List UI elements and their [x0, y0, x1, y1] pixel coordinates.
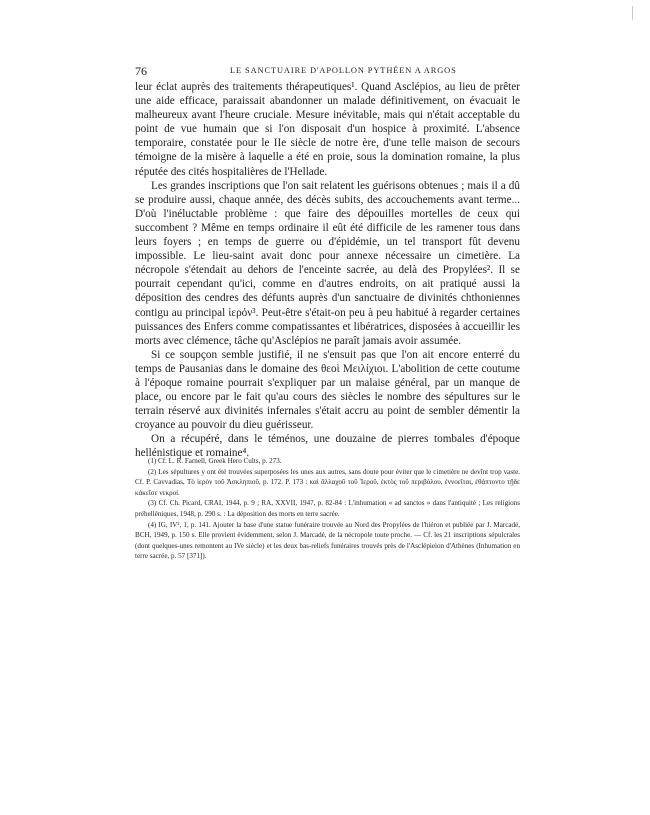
paragraph: Les grandes inscriptions que l'on sait relatent les guérisons obtenues ; mais il a dû se produire aussi, chaque année, des décès subits, des accouchements avant terme... D'où l'inéluctable problème : que faire des dépouilles mortelles de ceux qui succombent ? Même en temps ordinaire il eût été difficile de les ramener tous dans leurs foyers ; en temps de guerre ou d'épidémie, un tel transport fût devenu impossible. Le lieu-saint avait donc pour annexe nécessaire un cimetière. La nécropole s'étendait au dehors de l'enceinte sacrée, au delà des Propylées². Il se pourrait cependant qu'ici, comme en d'autres endroits, on ait pratiqué aussi la déposition des cendres des défunts auprès d'un sanctuaire de divinités chthoniennes contigu au principal ἱερόν³. Peut-être s'était-on peu à peu habitué à regarder certaines puissances des Enfers comme compatissantes et libératrices, disposées à accueillir les morts avec clémence, tâche qu'Asclépios ne paraît jamais avoir assumée.: [135, 179, 520, 347]
main-text: [135, 80, 520, 461]
footnote: (3) Cf. Ch. Picard, CRAI, 1944, p. 9 ; RA, XXVII, 1947, p. 82-84 : L'inhumation « ad sanctos » dans l'antiquité ; Les religions préhelléniques, 1948, p. 290 s. : La déposition des morts en terre sacrée.: [135, 499, 520, 518]
footnote: (1) Cf. L. R. Farnell, Greek Hero Cults, p. 273.: [148, 457, 282, 465]
footnote: (4) IG, IV², 1, p. 141. Ajouter la base d'une statue funéraire trouvée au Nord des Propylées de l'hiéron et publiée par J. Marcadé, BCH, 1949, p. 150 s. Elle provient évidemment, selon J. Marcadé, de la nécropole toute proche. — Cf. les 21 inscriptions sépulcrales (dont quelques-unes remontent au IVe siècle) et les deux bas-reliefs funéraires trouvés près de l'Asclépieion d'Athènes (Inhumation en terre sacrée, p. 57 [371]).: [135, 520, 520, 561]
scan-edge-mark: [632, 6, 643, 20]
page-header: [135, 64, 520, 78]
running-title: LE SANCTUAIRE D'APOLLON PYTHÉEN A ARGOS: [230, 66, 457, 75]
footnotes: [135, 456, 520, 562]
paragraph: Si ce soupçon semble justifié, il ne s'ensuit pas que l'on ait encore enterré du temps de Pausanias dans le domaine des θεοὶ Μειλίχιοι. L'abolition de cette coutume à l'époque romaine pourrait s'expliquer par un malaise général, par un manque de place, ou encore par le fait qu'au cours des siècles le nombre des sépultures sur le terrain réservé aux divinités infernales s'était accru au point de sembler démentir la croyance au pouvoir du dieu guérisseur.: [135, 348, 520, 432]
paragraph: On a récupéré, dans le téménos, une douzaine de pierres tombales d'époque hellénistique et romaine⁴.: [135, 433, 520, 460]
paragraph: leur éclat auprès des traitements thérapeutiques¹. Quand Asclépios, au lieu de prêter une aide efficace, paraissait abandonner un malade définitivement, on évacuait le malheureux avant l'heure cruciale. Mesure inévitable, mais qui n'était acceptable du point de vue humain que si l'on disposait d'un hospice à proximité. L'absence temporaire, constatée pour le IIe siècle de notre ère, d'une telle maison de secours témoigne de la misère à laquelle a été en proie, sous la domination romaine, la plus réputée des cités hospitalières de l'Hellade.: [135, 81, 520, 178]
footnote: (2) Les sépultures y ont été trouvées superposées les unes aux autres, sans doute pour éviter que le cimetière ne devînt trop vaste. Cf. P. Cavvadias, Τὸ ἱερὸν τοῦ Ἀσκληπιοῦ, p. 172. P. 173 : καὶ ἄλλαχοῦ τοῦ Ἱεροῦ, ἐκτὸς τοῦ περιβόλου, ἐννοεῖται, ἐθάπτοντο τῇδε κἀκεῖσε νεκροί.: [135, 467, 520, 497]
page-number: 76: [135, 64, 147, 78]
